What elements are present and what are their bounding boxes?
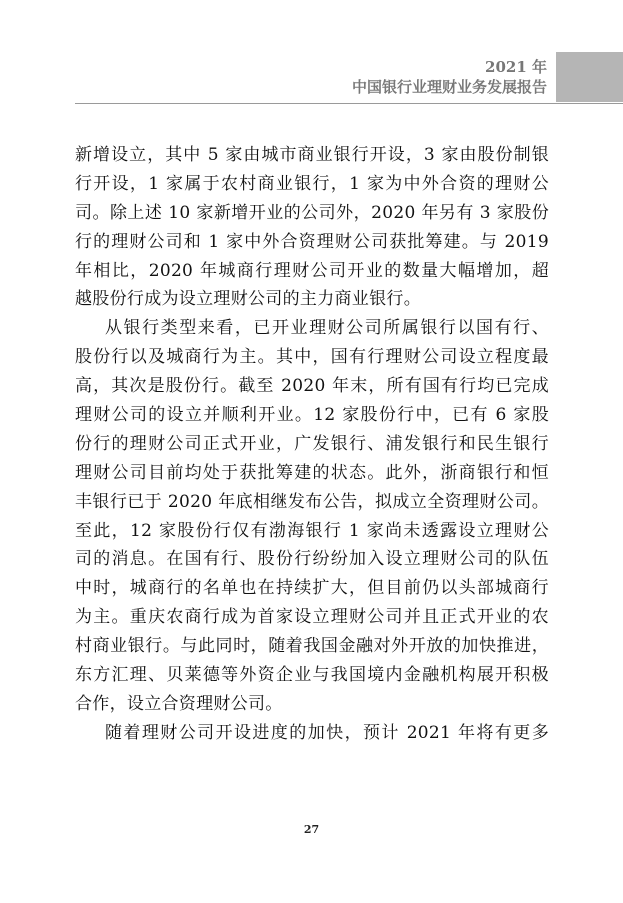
text-line: 合作，设立合资理财公司。 <box>75 693 283 714</box>
text-line: 从银行类型来看，已开业理财公司所属银行以国有行、 <box>105 318 549 339</box>
header-title: 中国银行业理财业务发展报告 <box>351 78 547 96</box>
text-line: 村商业银行。与此同时，随着我国金融对外开放的加快推进， <box>75 636 549 657</box>
text-line: 司。除上述 10 家新增开业的公司外，2020 年另有 3 家股份 <box>75 202 549 223</box>
header-rule <box>75 103 623 104</box>
text-line: 新增设立，其中 5 家由城市商业银行开设，3 家由股份制银 <box>75 145 549 165</box>
text-line: 份行的理财公司正式开业，广发银行、浦发银行和民生银行 <box>75 433 549 454</box>
text-line: 行的理财公司和 1 家中外合资理财公司获批筹建。与 2019 <box>75 231 549 252</box>
header-year: 2021 年 <box>485 58 547 76</box>
text-line: 东方汇理、贝莱德等外资企业与我国境内金融机构展开积极 <box>75 665 549 686</box>
text-line: 越股份行成为设立理财公司的主力商业银行。 <box>75 289 421 310</box>
page-number: 27 <box>303 823 320 836</box>
text-line: 年相比，2020 年城商行理财公司开业的数量大幅增加，超 <box>75 260 549 281</box>
text-line: 高，其次是股份行。截至 2020 年末，所有国有行均已完成 <box>75 376 549 397</box>
text-line: 至此，12 家股份行仅有渤海银行 1 家尚未透露设立理财公 <box>75 520 549 541</box>
running-header <box>352 57 547 97</box>
text-line: 理财公司目前均处于获批筹建的状态。此外，浙商银行和恒 <box>75 462 549 483</box>
text-line: 中时，城商行的名单也在持续扩大，但目前仍以头部城商行 <box>75 578 549 599</box>
body-text <box>75 141 549 748</box>
text-line: 理财公司的设立并顺利开业。12 家股份行中，已有 6 家股 <box>75 405 549 426</box>
text-line: 行开设，1 家属于农村商业银行，1 家为中外合资的理财公 <box>75 173 549 194</box>
header-gray-block <box>556 52 623 102</box>
text-line: 股份行以及城商行为主。其中，国有行理财公司设立程度最 <box>75 347 549 368</box>
text-line: 丰银行已于 2020 年底相继发布公告，拟成立全资理财公司。 <box>75 491 549 512</box>
text-line: 司的消息。在国有行、股份行纷纷加入设立理财公司的队伍 <box>75 549 549 570</box>
text-line: 随着理财公司开设进度的加快，预计 2021 年将有更多 <box>105 722 549 743</box>
text-line: 为主。重庆农商行成为首家设立理财公司并且正式开业的农 <box>75 607 549 628</box>
